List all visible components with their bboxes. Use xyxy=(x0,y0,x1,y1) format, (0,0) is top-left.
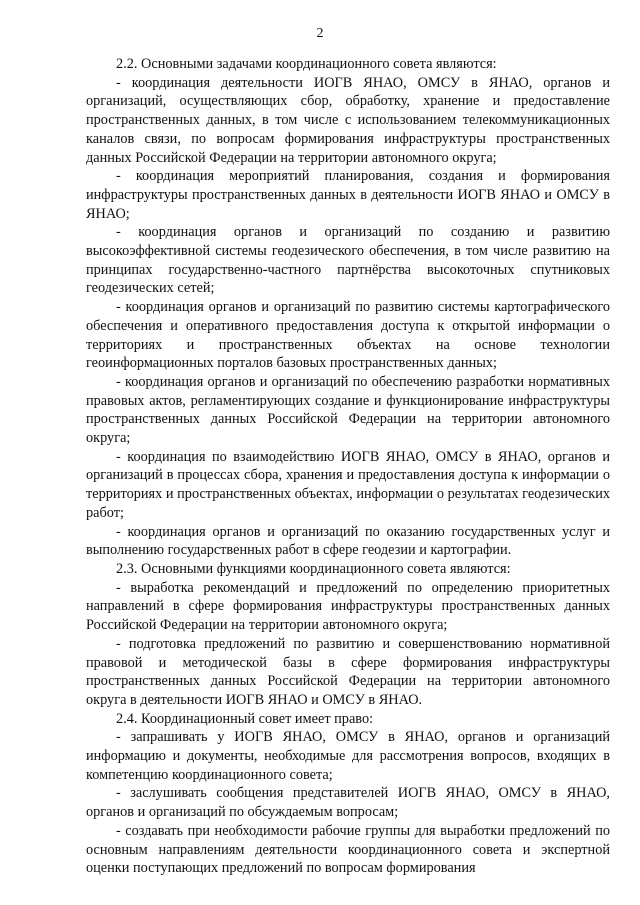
list-item: - координация органов и организаций по обеспечению разработки нормативных правовых актов, регламентирующих создание и функционирование инфраструктуры пространственных данных Российской Федерации на территории автономного округа; xyxy=(86,373,610,447)
list-item: - координация по взаимодействию ИОГВ ЯНАО, ОМСУ в ЯНАО, органов и организаций в процессах сбора, хранения и предоставления доступа к информации о территориях и пространственных объектах, информации о результатах геодезических работ; xyxy=(86,448,610,521)
section-heading-2-3: 2.3. Основными функциями координационного совета являются: xyxy=(116,560,511,577)
list-item: - заслушивать сообщения представителей ИОГВ ЯНАО, ОМСУ в ЯНАО, органов и организаций по обсуждаемым вопросам; xyxy=(86,785,610,821)
list-item: - выработка рекомендаций и предложений по определению приоритетных направлений в сфере формирования инфраструктуры пространственных данных Российской Федерации на территории автономного округа; xyxy=(86,579,610,634)
section-heading-2-4: 2.4. Координационный совет имеет право: xyxy=(116,710,374,727)
list-item: - запрашивать у ИОГВ ЯНАО, ОМСУ в ЯНАО, органов и организаций информацию и документы, необходимые для рассмотрения вопросов, входящих в компетенцию координационного совета; xyxy=(86,729,610,783)
list-item: - координация мероприятий планирования, создания и формирования инфраструктуры пространственных данных в деятельности ИОГВ ЯНАО и ОМСУ в ЯНАО; xyxy=(86,168,610,222)
section-heading-2-2: 2.2. Основными задачами координационного совета являются: xyxy=(116,56,497,72)
list-item: - создавать при необходимости рабочие группы для выработки предложений по основным направлениям деятельности координационного совета и экспертной оценки поступающих предложений по вопросам формирования xyxy=(86,822,610,877)
list-item: - координация органов и организаций по оказанию государственных услуг и выполнению государственных работ в сфере геодезии и картографии. xyxy=(86,523,610,559)
list-item: - координация органов и организаций по созданию и развитию высокоэффективной системы геодезического обеспечения, в том числе развитию на принципах государственно-частного партнёрства высокоточных спутниковых геодезических сетей; xyxy=(86,224,610,297)
page-number: 2 xyxy=(316,26,324,41)
list-item: - координация органов и организаций по развитию системы картографического обеспечения и оперативного предоставления доступа к открытой информации о территориях и пространственных объектах на основе технологии геоинформационных порталов базовых пространственных данных; xyxy=(86,299,610,372)
list-item: - подготовка предложений по развитию и совершенствованию нормативной правовой и методической базы в сфере формирования инфраструктуры пространственных данных Российской Федерации на территории автономного округа в деятельности ИОГВ ЯНАО и ОМСУ в ЯНАО. xyxy=(86,635,610,708)
document-body xyxy=(86,55,610,878)
list-item: - координация деятельности ИОГВ ЯНАО, ОМСУ в ЯНАО, органов и организаций, осуществляющих сбор, обработку, хранение и предоставление пространственных данных, в том числе с использованием телекоммуникационных каналов связи, по вопросам формирования инфраструктуры пространственных данных Российской Федерации на территории автономного округа; xyxy=(86,74,610,166)
